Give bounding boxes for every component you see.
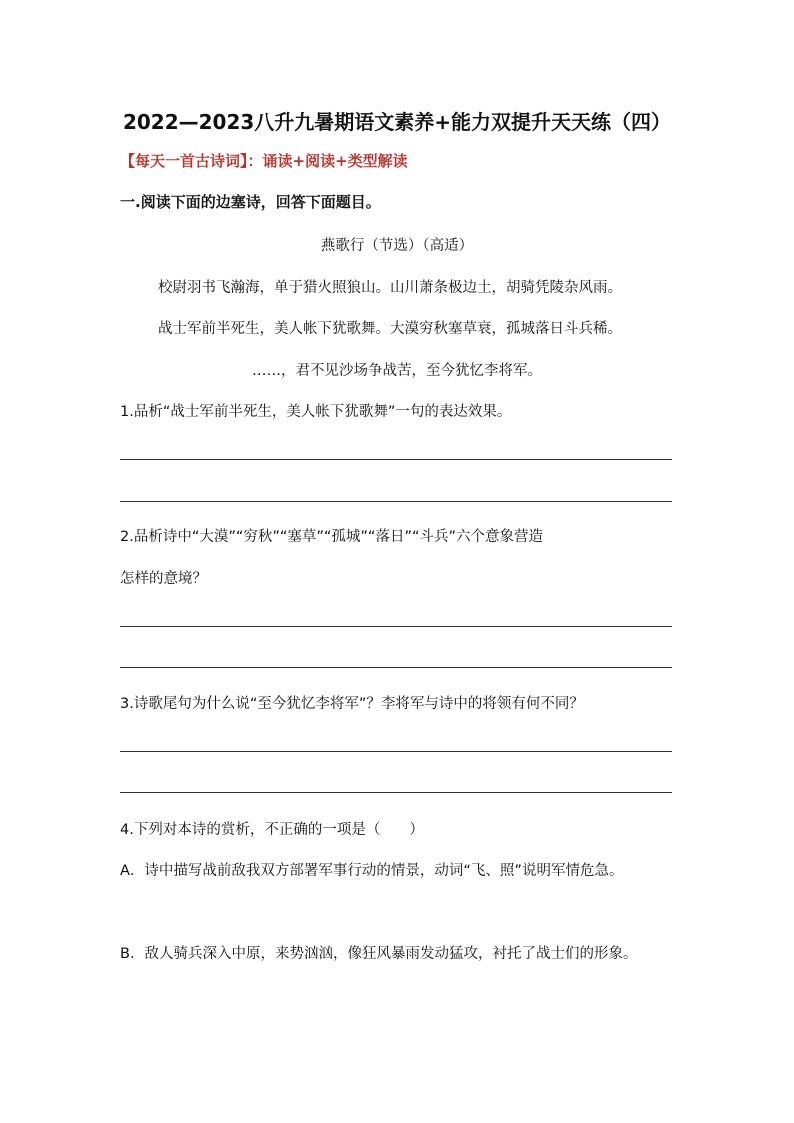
poem-line: 校尉羽书飞瀚海，单于猎火照狼山。山川萧条极边土，胡骑凭陵杂风雨。 xyxy=(158,280,622,296)
question-4: 4.下列对本诗的赏析，不正确的一项是（ ） xyxy=(120,822,424,838)
question-2: 2.品析诗中“大漠”“穷秋”“塞草”“孤城”“落日”“斗兵”六个意象营造 xyxy=(120,529,543,545)
poem-title: 燕歌行（节选）（高适） xyxy=(320,238,474,254)
answer-line xyxy=(120,751,672,752)
option-b: B．敌人骑兵深入中原，来势汹汹，像狂风暴雨发动猛攻，衬托了战士们的形象。 xyxy=(120,946,638,962)
reading-instruction: 一.阅读下面的边塞诗，回答下面题目。 xyxy=(120,193,381,211)
question-3: 3.诗歌尾句为什么说“至今犹忆李将军”？李将军与诗中的将领有何不同？ xyxy=(120,696,584,712)
answer-line xyxy=(120,459,672,460)
option-a: A．诗中描写战前敌我双方部署军事行动的情景，动词“飞、照”说明军情危急。 xyxy=(120,863,624,879)
question-2-continued: 怎样的意境？ xyxy=(120,571,207,587)
answer-line xyxy=(120,792,672,793)
poem-line: 战士军前半死生，美人帐下犹歌舞。大漠穷秋塞草衰，孤城落日斗兵稀。 xyxy=(158,321,622,337)
question-1: 1.品析“战士军前半死生，美人帐下犹歌舞”一句的表达效果。 xyxy=(120,404,512,420)
answer-line xyxy=(120,501,672,502)
answer-line xyxy=(120,667,672,668)
page-title: 2022—2023八升九暑期语文素养+能力双提升天天练（四） xyxy=(122,110,672,134)
section-subtitle: 【每天一首古诗词】：诵读+阅读+类型解读 xyxy=(120,152,408,170)
poem-line: ……，君不见沙场争战苦，至今犹忆李将军。 xyxy=(252,363,542,379)
answer-line xyxy=(120,626,672,627)
